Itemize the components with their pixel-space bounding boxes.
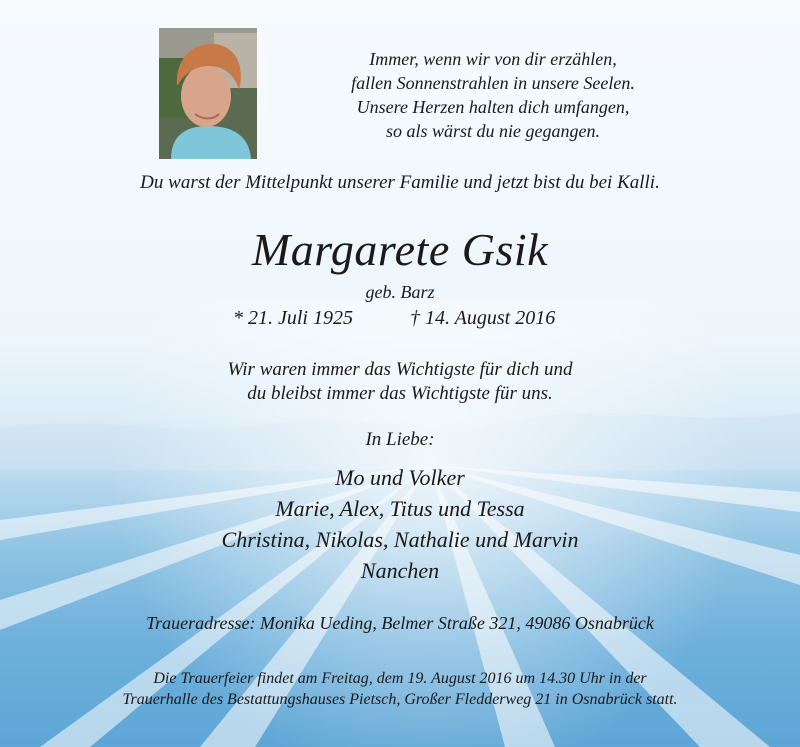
poem-line: Unsere Herzen halten dich umfangen, <box>356 97 630 117</box>
mourner-line: Mo und Volker <box>335 465 465 490</box>
funeral-service-info <box>0 668 800 710</box>
poem <box>318 47 668 143</box>
mourners-list <box>0 462 800 586</box>
service-line: Trauerhalle des Bestattungshauses Pietsch, Großer Fledderweg 21 in Osnabrück statt. <box>122 691 678 708</box>
in-love-heading: In Liebe: <box>365 429 435 450</box>
death-date: † 14. August 2016 <box>410 307 556 329</box>
family-line: Du warst der Mittelpunkt unserer Familie und jetzt bist du bei Kalli. <box>140 172 660 193</box>
deceased-name: Margarete Gsik <box>251 224 549 275</box>
poem-line: so als wärst du nie gegangen. <box>386 121 600 141</box>
verse <box>0 358 800 406</box>
mourning-address: Traueradresse: Monika Ueding, Belmer Straße 321, 49086 Osnabrück <box>146 613 654 633</box>
verse-line: Wir waren immer das Wichtigste für dich und <box>227 359 573 380</box>
poem-line: Immer, wenn wir von dir erzählen, <box>369 49 617 69</box>
mourner-line: Christina, Nikolas, Nathalie und Marvin <box>221 527 579 552</box>
service-line: Die Trauerfeier findet am Freitag, dem 19. August 2016 um 14.30 Uhr in der <box>153 670 647 687</box>
portrait-photo <box>159 28 257 159</box>
mourner-line: Marie, Alex, Titus und Tessa <box>275 496 525 521</box>
verse-line: du bleibst immer das Wichtigste für uns. <box>247 383 553 404</box>
mourner-line: Nanchen <box>360 558 440 583</box>
poem-line: fallen Sonnenstrahlen in unsere Seelen. <box>351 73 635 93</box>
birth-date: * 21. Juli 1925 <box>233 307 353 329</box>
birth-name: geb. Barz <box>365 282 435 302</box>
